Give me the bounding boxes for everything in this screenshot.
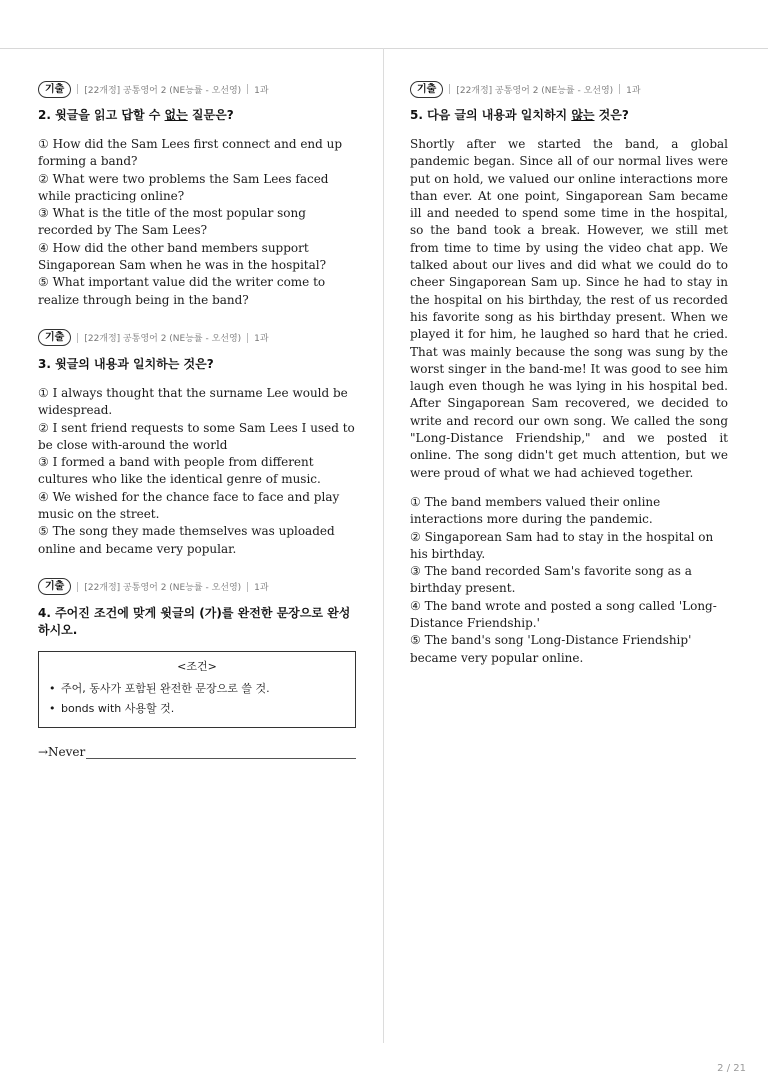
meta-separator — [77, 582, 78, 592]
lesson-label: 1과 — [254, 85, 269, 96]
meta-separator — [77, 333, 78, 343]
title-emphasis: 않는 — [571, 108, 595, 122]
option-2[interactable]: ② What were two problems the Sam Lees faced while practicing online? — [38, 171, 329, 203]
option-1[interactable]: ① The band members valued their online interactions more during the pandemic. — [410, 494, 661, 527]
bullet-icon: • — [49, 701, 56, 715]
question-title: 3. 윗글의 내용과 일치하는 것은? — [38, 356, 214, 371]
exam-badge: 기출 — [410, 81, 443, 98]
answer-options — [38, 385, 356, 558]
bullet-icon: • — [49, 681, 56, 695]
meta-separator — [449, 84, 450, 94]
lesson-label: 1과 — [254, 583, 269, 594]
title-text: 질문은? — [187, 108, 234, 122]
meta-separator — [619, 84, 620, 94]
reading-passage: Shortly after we started the band, a global pandemic began. Since all of our normal lives were put on hold, we valued our online interactions more than ever. At one point, Singaporean Sam became ill and needed to spend some time in the hospital, so the band took a break. However, we still met from time to time by using the video chat app. We talked about our lives and did what we could do to cheer Singaporean Sam up. Since he had to stay in the hospital on his birthday, the rest of us recorded his favorite song as his birthday present. When we played it for him, he laughed so hard that he cried. That was mainly because the song was sung by the worst singer in the band-me! It was good to see him laugh even though he was lying in his hospital bed. After Singaporean Sam recovered, we decided to write and record our own song. We called the song "Long-Distance Friendship," and we posted it online. The song didn't get much attention, but we were proud of what we had achieved together. — [410, 137, 728, 480]
meta-separator — [247, 333, 248, 343]
answer-options — [38, 136, 356, 309]
header-rule — [0, 48, 768, 49]
option-3[interactable]: ③ The band recorded Sam's favorite song as a birthday present. — [410, 564, 692, 596]
title-text: 것은? — [594, 108, 629, 122]
option-4[interactable]: ④ How did the other band members support Singaporean Sam when he was in the hospital? — [38, 240, 327, 273]
condition-text: bonds with 사용할 것. — [61, 701, 175, 715]
question-2 — [38, 80, 356, 309]
conditions-box — [38, 651, 356, 728]
question-5 — [410, 80, 728, 667]
column-divider — [383, 48, 384, 1043]
option-1[interactable]: ① How did the Sam Lees first connect and end up forming a band? — [38, 137, 343, 169]
right-column — [410, 80, 728, 687]
question-meta — [410, 80, 728, 98]
question-meta — [38, 80, 356, 98]
answer-line — [38, 744, 356, 759]
option-4[interactable]: ④ We wished for the chance face to face and play music on the street. — [38, 489, 340, 522]
page-number: 2 / 21 — [717, 1063, 746, 1074]
option-2[interactable]: ② Singaporean Sam had to stay in the hospital on his birthday. — [410, 529, 714, 561]
question-title — [38, 107, 356, 124]
meta-separator — [77, 84, 78, 94]
lesson-label: 1과 — [254, 334, 269, 345]
condition-text: 주어, 동사가 포함된 완전한 문장으로 쓸 것. — [61, 681, 270, 695]
option-4[interactable]: ④ The band wrote and posted a song called 'Long-Distance Friendship.' — [410, 598, 717, 631]
question-meta — [38, 578, 356, 596]
option-5[interactable]: ⑤ The song they made themselves was uploaded online and became very popular. — [38, 524, 335, 556]
exam-badge: 기출 — [38, 578, 71, 595]
question-4 — [38, 578, 356, 759]
left-column — [38, 80, 356, 779]
option-3[interactable]: ③ What is the title of the most popular song recorded by The Sam Lees? — [38, 206, 306, 238]
question-title — [410, 107, 728, 124]
title-text: 5. 다음 글의 내용과 일치하지 — [410, 108, 572, 122]
source-label: [22개정] 공통영어 2 (NE능률 - 오선영) — [84, 334, 242, 345]
option-5[interactable]: ⑤ The band's song 'Long-Distance Friendship' became very popular online. — [410, 633, 692, 665]
conditions-title: <조건> — [177, 659, 217, 673]
lesson-label: 1과 — [626, 85, 641, 96]
meta-separator — [247, 84, 248, 94]
option-3[interactable]: ③ I formed a band with people from different cultures who like the identical genre of music. — [38, 455, 321, 487]
source-label: [22개정] 공통영어 2 (NE능률 - 오선영) — [84, 85, 242, 96]
option-2[interactable]: ② I sent friend requests to some Sam Lees I used to be close with-around the world — [38, 420, 355, 452]
source-label: [22개정] 공통영어 2 (NE능률 - 오선영) — [84, 583, 242, 594]
option-5[interactable]: ⑤ What important value did the writer come to realize through being in the band? — [38, 275, 326, 307]
title-emphasis: 없는 — [164, 108, 188, 122]
answer-options — [410, 494, 728, 667]
source-label: [22개정] 공통영어 2 (NE능률 - 오선영) — [456, 85, 614, 96]
answer-blank[interactable] — [86, 744, 356, 759]
question-title: 4. 주어진 조건에 맞게 윗글의 (가)를 완전한 문장으로 완성하시오. — [38, 605, 351, 637]
exam-badge: 기출 — [38, 81, 71, 98]
condition-item — [49, 699, 345, 719]
question-meta — [38, 329, 356, 347]
answer-prefix: →Never — [38, 744, 86, 759]
title-text: 2. 윗글을 읽고 답할 수 — [38, 108, 165, 122]
meta-separator — [247, 582, 248, 592]
question-3 — [38, 329, 356, 558]
exam-badge: 기출 — [38, 329, 71, 346]
option-1[interactable]: ① I always thought that the surname Lee would be widespread. — [38, 385, 348, 418]
condition-item — [49, 679, 345, 699]
